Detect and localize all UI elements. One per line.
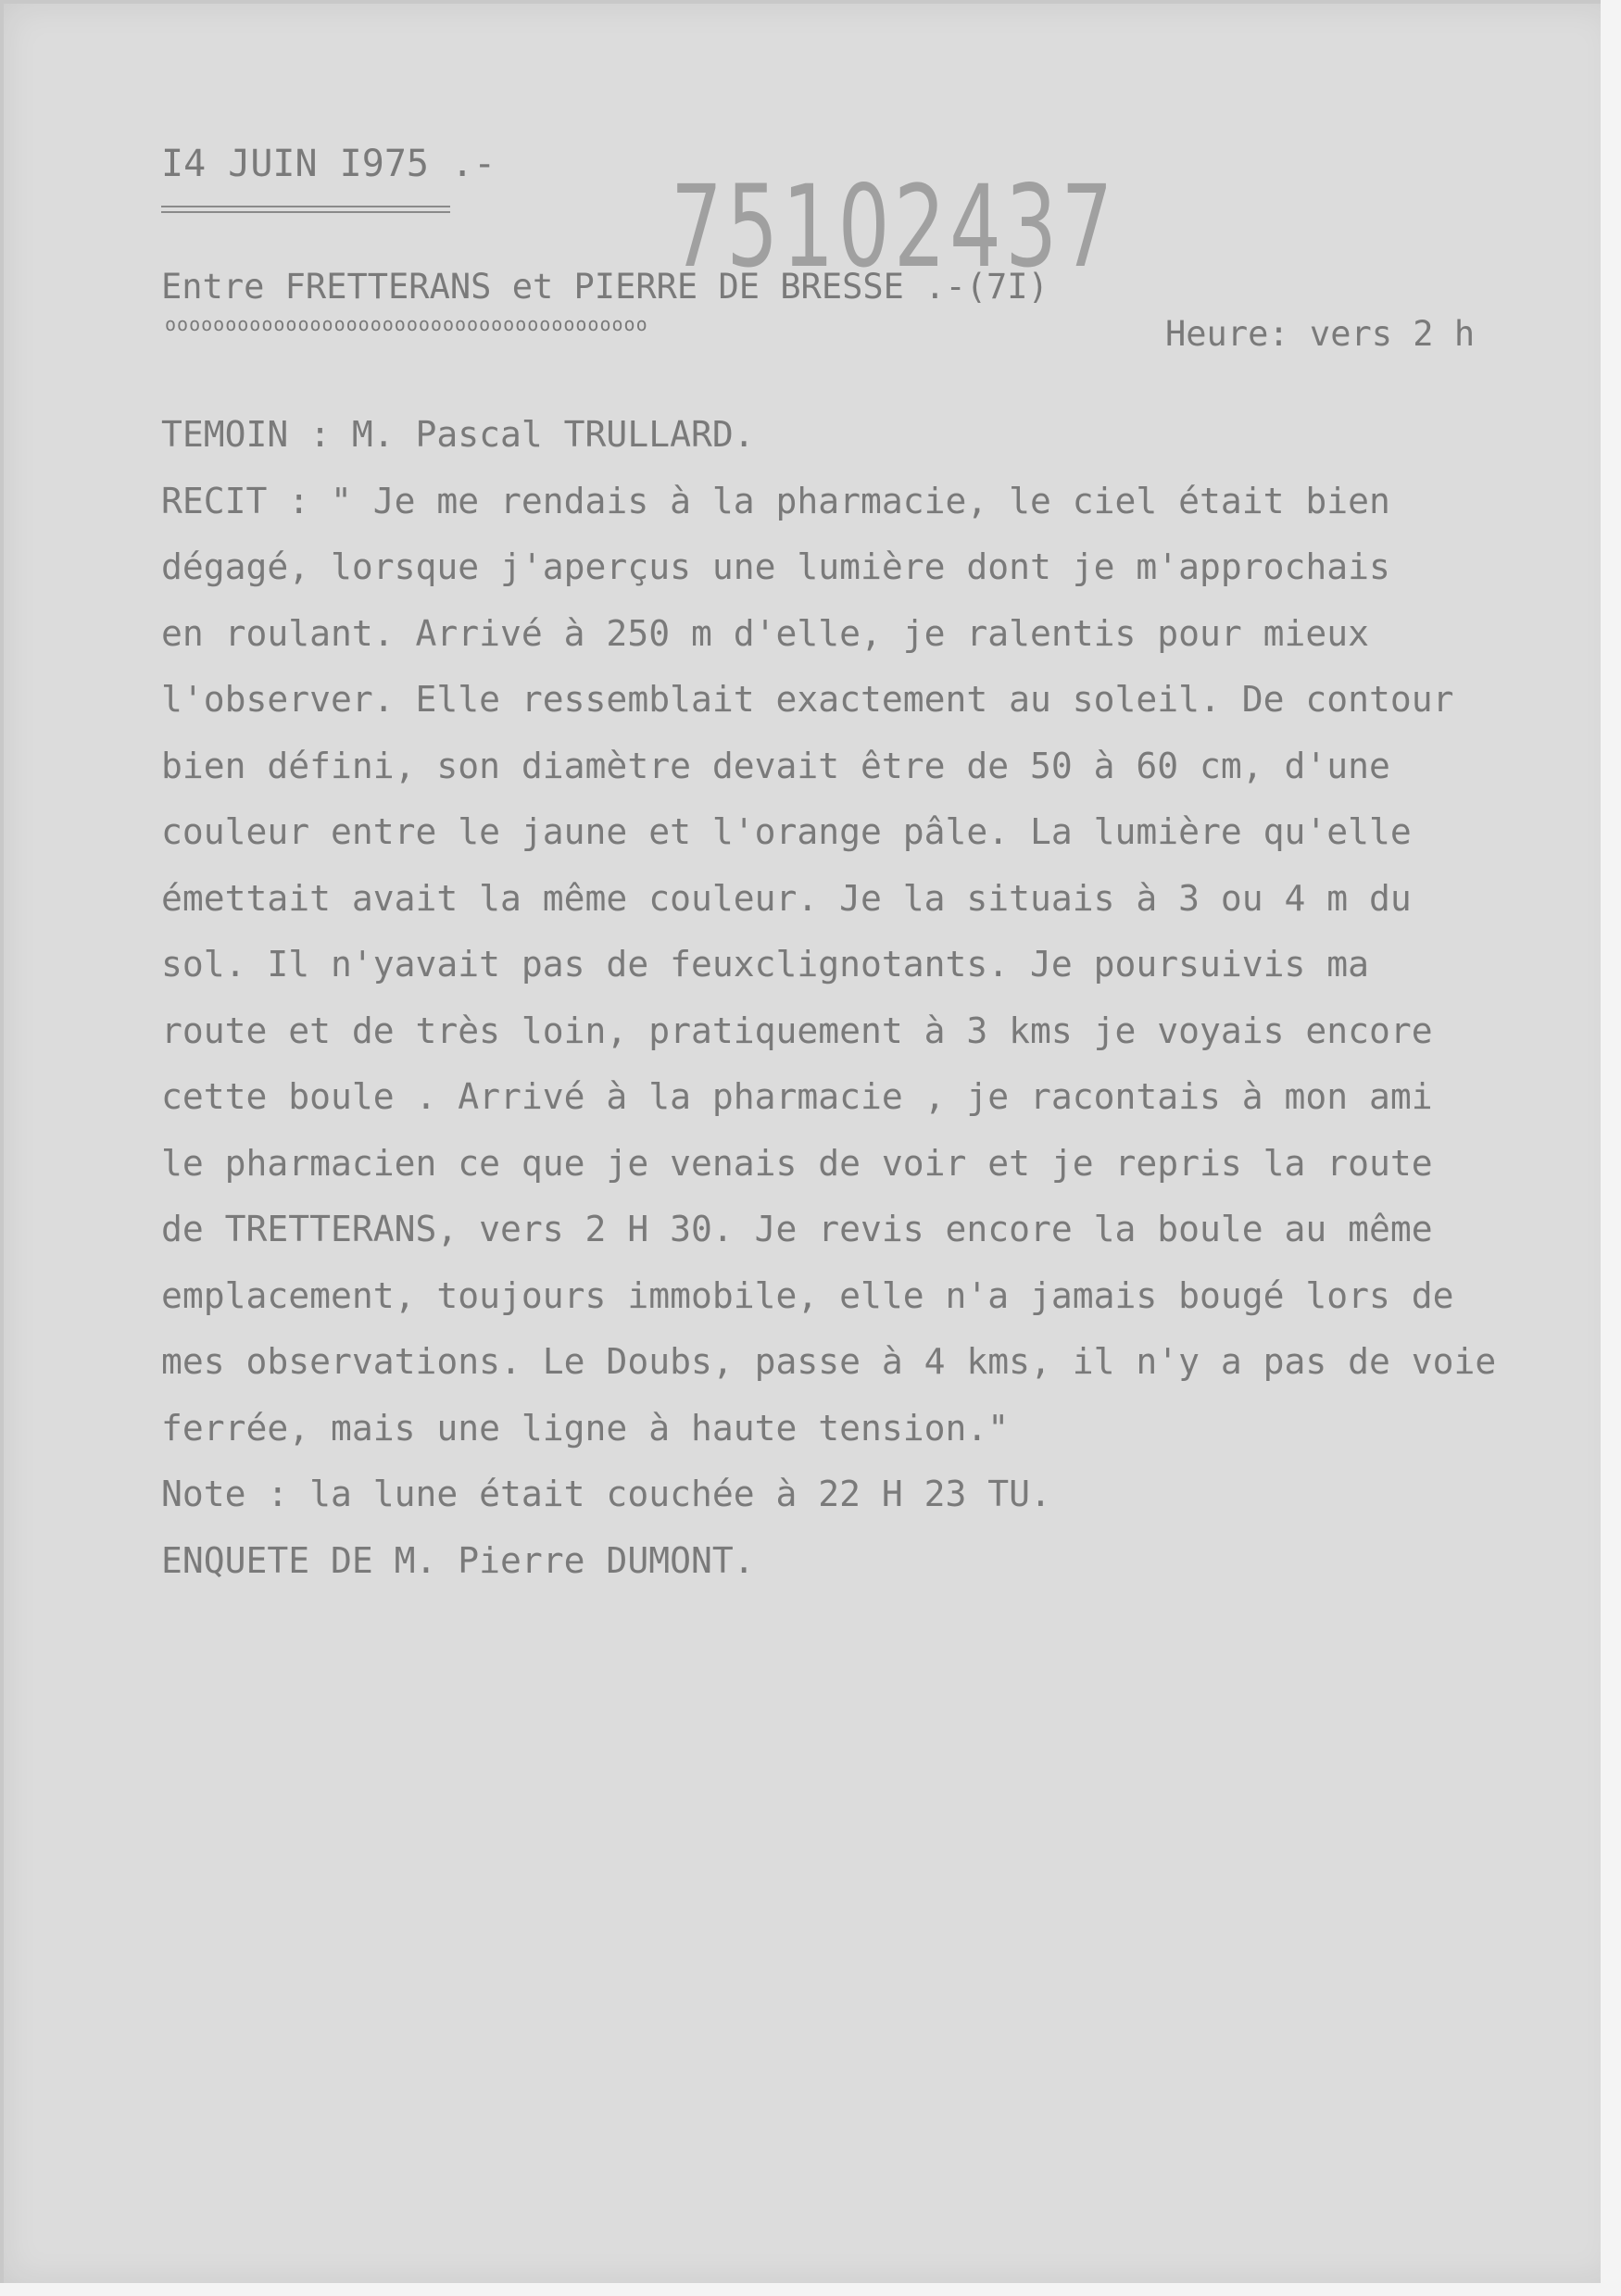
report-line: couleur entre le jaune et l'orange pâle. La lumière qu'elle (161, 811, 1412, 852)
report-line: route et de très loin, pratiquement à 3 kms je voyais encore (161, 1010, 1433, 1051)
observation-hour: Heure: vers 2 h (1165, 314, 1476, 354)
report-line: le pharmacien ce que je venais de voir et je repris la route (161, 1142, 1433, 1184)
report-line: RECIT : " Je me rendais à la pharmacie, le ciel était bien (161, 480, 1390, 521)
report-line: emplacement, toujours immobile, elle n'a jamais bougé lors de (161, 1274, 1454, 1316)
report-body (161, 402, 1532, 1594)
report-line: émettait avait la même couleur. Je la situais à 3 ou 4 m du (161, 877, 1412, 919)
report-line: sol. Il n'yavait pas de feuxclignotants. Je poursuivis ma (161, 944, 1370, 985)
document-sheet (4, 4, 1617, 2284)
report-line: mes observations. Le Doubs, passe à 4 kms, il n'y a pas de voie (161, 1341, 1497, 1382)
report-line-witness: TEMOIN : M. Pascal TRULLARD. (161, 414, 755, 455)
report-note: Note : la lune était couchée à 22 H 23 TU. (161, 1474, 1051, 1514)
location-underline: oooooooooooooooooooooooooooooooooooooooo (165, 313, 648, 335)
page-edge-bottom (0, 2283, 1621, 2296)
date-underline (161, 206, 450, 213)
report-line: dégagé, lorsque j'aperçus une lumière dont je m'approchais (161, 546, 1390, 587)
report-line: ferrée, mais une ligne à haute tension." (161, 1407, 1010, 1449)
report-line: de TRETTERANS, vers 2 H 30. Je revis encore la boule au même (161, 1209, 1433, 1249)
report-line: l'observer. Elle ressemblait exactement au soleil. De contour (161, 679, 1454, 720)
report-line: cette boule . Arrivé à la pharmacie , je racontais à mon ami (161, 1076, 1433, 1117)
report-line: en roulant. Arrivé à 250 m d'elle, je ralentis pour mieux (161, 612, 1370, 654)
observation-location: Entre FRETTERANS et PIERRE DE BRESSE .-(7I) (161, 267, 1049, 307)
report-date: I4 JUIN I975 .- (161, 143, 496, 185)
report-line: bien défini, son diamètre devait être de 50 à 60 cm, d'une (161, 745, 1390, 786)
report-investigator: ENQUETE DE M. Pierre DUMONT. (161, 1539, 755, 1581)
page-edge-right (1601, 0, 1621, 2296)
reference-number-stamp: 75102437 (671, 161, 1117, 293)
